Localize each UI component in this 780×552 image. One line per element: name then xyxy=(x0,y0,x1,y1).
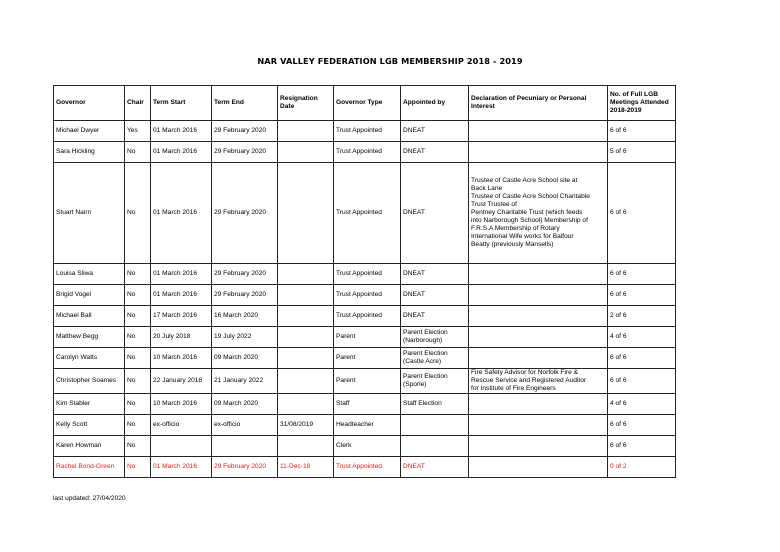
governor-type-cell: Trust Appointed xyxy=(334,457,401,478)
governor-cell: Kelly Scott xyxy=(54,415,125,436)
meetings-attended-cell: 4 of 6 xyxy=(608,394,676,415)
meetings-attended-cell: 6 of 6 xyxy=(608,369,676,394)
meetings-attended-cell: 2 of 6 xyxy=(608,306,676,327)
governor-type-cell: Parent xyxy=(334,348,401,369)
appointed-by-cell: DNEAT xyxy=(401,285,469,306)
governor-type-cell: Headteacher xyxy=(334,415,401,436)
col-declaration: Declaration of Pecuniary or Personal Interest xyxy=(469,86,608,121)
declaration-cell xyxy=(469,436,608,457)
governor-type-cell: Parent xyxy=(334,369,401,394)
governor-cell: Michael Ball xyxy=(54,306,125,327)
table-row xyxy=(54,121,676,142)
chair-cell: Yes xyxy=(125,121,151,142)
table-row xyxy=(54,348,676,369)
appointed-by-cell xyxy=(401,415,469,436)
appointed-by-cell: DNEAT xyxy=(401,121,469,142)
meetings-attended-cell: 0 of 2 xyxy=(608,457,676,478)
meetings-attended-cell: 6 of 6 xyxy=(608,285,676,306)
table-row xyxy=(54,264,676,285)
meetings-attended-cell: 6 of 6 xyxy=(608,415,676,436)
term-end-cell xyxy=(212,436,278,457)
governor-cell: Matthew Begg xyxy=(54,327,125,348)
chair-cell: No xyxy=(125,264,151,285)
appointed-by-cell: DNEAT xyxy=(401,163,469,264)
appointed-by-cell: Parent Election (Castle Acre) xyxy=(401,348,469,369)
term-start-cell: 22 January 2018 xyxy=(151,369,212,394)
chair-cell: No xyxy=(125,327,151,348)
governor-type-cell: Trust Appointed xyxy=(334,306,401,327)
governor-cell: Christopher Soames xyxy=(54,369,125,394)
governor-cell: Brigid Vogel xyxy=(54,285,125,306)
declaration-cell xyxy=(469,348,608,369)
governor-type-cell: Trust Appointed xyxy=(334,142,401,163)
table-row xyxy=(54,436,676,457)
appointed-by-cell: DNEAT xyxy=(401,457,469,478)
declaration-cell xyxy=(469,306,608,327)
appointed-by-cell: DNEAT xyxy=(401,264,469,285)
meetings-attended-cell: 6 of 6 xyxy=(608,163,676,264)
membership-table xyxy=(53,85,676,478)
governor-cell: Louisa Sliwa xyxy=(54,264,125,285)
chair-cell: No xyxy=(125,163,151,264)
table-row xyxy=(54,327,676,348)
resignation-date-cell xyxy=(278,264,334,285)
term-start-cell: 01 March 2016 xyxy=(151,264,212,285)
chair-cell: No xyxy=(125,415,151,436)
table-row xyxy=(54,394,676,415)
meetings-attended-cell: 4 of 6 xyxy=(608,327,676,348)
governor-type-cell: Trust Appointed xyxy=(334,163,401,264)
resignation-date-cell: 31/08/2019 xyxy=(278,415,334,436)
resignation-date-cell xyxy=(278,142,334,163)
appointed-by-cell: DNEAT xyxy=(401,306,469,327)
term-start-cell: 10 March 2016 xyxy=(151,348,212,369)
term-start-cell: 01 March 2016 xyxy=(151,163,212,264)
chair-cell: No xyxy=(125,306,151,327)
resignation-date-cell xyxy=(278,163,334,264)
col-term-start: Term Start xyxy=(151,86,212,121)
governor-cell: Kim Stabler xyxy=(54,394,125,415)
table-row xyxy=(54,142,676,163)
term-end-cell: 16 March 2020 xyxy=(212,306,278,327)
resignation-date-cell xyxy=(278,327,334,348)
governor-type-cell: Clerk xyxy=(334,436,401,457)
declaration-cell xyxy=(469,264,608,285)
header-row xyxy=(54,86,676,121)
declaration-cell xyxy=(469,457,608,478)
term-start-cell: 10 March 2016 xyxy=(151,394,212,415)
appointed-by-cell: DNEAT xyxy=(401,142,469,163)
table-row xyxy=(54,415,676,436)
term-start-cell xyxy=(151,436,212,457)
appointed-by-cell: Parent Election (Sporle) xyxy=(401,369,469,394)
term-end-cell: 21 January 2022 xyxy=(212,369,278,394)
col-chair: Chair xyxy=(125,86,151,121)
resignation-date-cell: 11-Dec-18 xyxy=(278,457,334,478)
term-start-cell: ex-officio xyxy=(151,415,212,436)
resignation-date-cell xyxy=(278,121,334,142)
resignation-date-cell xyxy=(278,436,334,457)
col-governor-type: Governor Type xyxy=(334,86,401,121)
term-start-cell: 20 July 2018 xyxy=(151,327,212,348)
term-start-cell: 01 March 2016 xyxy=(151,457,212,478)
governor-type-cell: Trust Appointed xyxy=(334,285,401,306)
table-row xyxy=(54,163,676,264)
page-title: NAR VALLEY FEDERATION LGB MEMBERSHIP 2018 - 2019 xyxy=(257,56,523,66)
declaration-cell xyxy=(469,327,608,348)
declaration-cell: Fire Safety Advisor for Norfolk Fire & Rescue Service and Registered Auditor for Institute of Fire Engineers xyxy=(469,369,608,394)
term-end-cell: 29 February 2020 xyxy=(212,121,278,142)
col-resignation-date: Resignation Date xyxy=(278,86,334,121)
term-end-cell: 29 February 2020 xyxy=(212,163,278,264)
governor-type-cell: Staff xyxy=(334,394,401,415)
table-row xyxy=(54,369,676,394)
resignation-date-cell xyxy=(278,348,334,369)
resignation-date-cell xyxy=(278,285,334,306)
declaration-cell xyxy=(469,142,608,163)
governor-type-cell: Trust Appointed xyxy=(334,264,401,285)
declaration-cell xyxy=(469,285,608,306)
governor-type-cell: Trust Appointed xyxy=(334,121,401,142)
col-appointed-by: Appointed by xyxy=(401,86,469,121)
chair-cell: No xyxy=(125,436,151,457)
term-end-cell: 29 February 2020 xyxy=(212,457,278,478)
term-end-cell: 09 March 2020 xyxy=(212,394,278,415)
meetings-attended-cell: 5 of 6 xyxy=(608,142,676,163)
governor-cell: Sara Hickling xyxy=(54,142,125,163)
term-end-cell: 09 March 2020 xyxy=(212,348,278,369)
col-term-end: Term End xyxy=(212,86,278,121)
chair-cell: No xyxy=(125,394,151,415)
term-start-cell: 01 March 2016 xyxy=(151,285,212,306)
governor-cell: Michael Dwyer xyxy=(54,121,125,142)
declaration-cell xyxy=(469,415,608,436)
chair-cell: No xyxy=(125,457,151,478)
governor-cell: Stuart Nairn xyxy=(54,163,125,264)
term-start-cell: 01 March 2016 xyxy=(151,121,212,142)
table-row xyxy=(54,306,676,327)
declaration-cell: Trustee of Castle Acre School site at Back Lane Trustee of Castle Acre School Charitable Trust Trustee of Pentney Charitable Trust (which feeds into Narborough School) Membership of F.R.S.A Membership of Rotary International Wife works for Balfour Beatty (previously Mansells) xyxy=(469,163,608,264)
meetings-attended-cell: 6 of 6 xyxy=(608,264,676,285)
chair-cell: No xyxy=(125,142,151,163)
appointed-by-cell xyxy=(401,436,469,457)
appointed-by-cell: Staff Election xyxy=(401,394,469,415)
table-row xyxy=(54,285,676,306)
chair-cell: No xyxy=(125,369,151,394)
col-governor: Governor xyxy=(54,86,125,121)
declaration-cell xyxy=(469,121,608,142)
governor-cell: Rachel Bond-Green xyxy=(54,457,125,478)
meetings-attended-cell: 6 of 6 xyxy=(608,436,676,457)
chair-cell: No xyxy=(125,285,151,306)
term-end-cell: 29 February 2020 xyxy=(212,264,278,285)
meetings-attended-cell: 6 of 6 xyxy=(608,348,676,369)
term-end-cell: 29 February 2020 xyxy=(212,285,278,306)
declaration-cell xyxy=(469,394,608,415)
resignation-date-cell xyxy=(278,394,334,415)
appointed-by-cell: Parent Election (Narborough) xyxy=(401,327,469,348)
chair-cell: No xyxy=(125,348,151,369)
last-updated-note: last updated: 27/04/2020 xyxy=(53,495,126,502)
resignation-date-cell xyxy=(278,369,334,394)
meetings-attended-cell: 6 of 6 xyxy=(608,121,676,142)
table-row xyxy=(54,457,676,478)
resignation-date-cell xyxy=(278,306,334,327)
term-end-cell: ex-officio xyxy=(212,415,278,436)
term-start-cell: 01 March 2016 xyxy=(151,142,212,163)
governor-type-cell: Parent xyxy=(334,327,401,348)
term-start-cell: 17 March 2016 xyxy=(151,306,212,327)
governor-cell: Karen Howman xyxy=(54,436,125,457)
term-end-cell: 29 February 2020 xyxy=(212,142,278,163)
term-end-cell: 19 July 2022 xyxy=(212,327,278,348)
governor-cell: Carolyn Watts xyxy=(54,348,125,369)
col-meetings-attended: No. of Full LGB Meetings Attended 2018-2019 xyxy=(608,86,676,121)
